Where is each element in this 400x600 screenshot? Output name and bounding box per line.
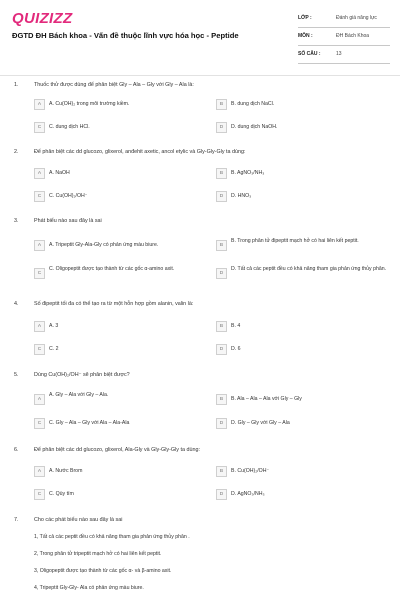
- meta-row-class: [298, 10, 390, 28]
- option-letter-box: D: [216, 489, 227, 500]
- option-letter-box: A: [34, 168, 45, 179]
- option-text: A. Gly – Ala với Gly – Ala.: [49, 392, 109, 398]
- statement: 1, Tất cả các peptit đều có khả năng tham gia phản ứng thủy phân .: [34, 534, 190, 540]
- question-text: Để phân biệt các dd glucozo, glixerol, Ala-Gly và Gly-Gly-Gly ta dùng:: [34, 447, 200, 453]
- worksheet-meta: [298, 10, 390, 64]
- statement: 4, Tripeptit Gly-Gly- Ala có phản ứng màu biure.: [34, 585, 144, 591]
- option-letter-box: A: [34, 394, 45, 405]
- statement: 3, Oligopeptit được tạo thành từ các gốc α- và β-amino axit.: [34, 568, 172, 574]
- option-letter-box: B: [216, 394, 227, 405]
- question-text: Dùng Cu(OH)₂/OH⁻ sẽ phân biệt được?: [34, 372, 130, 378]
- option-letter-box: A: [34, 466, 45, 477]
- meta-row-question-count: [298, 46, 390, 64]
- option-text: B. Cu(OH)₂/OH⁻: [231, 468, 270, 474]
- question-number: 6.: [14, 447, 19, 453]
- meta-label: MÔN :: [298, 33, 313, 39]
- question-text: Phát biểu nào sau đây là sai: [34, 218, 102, 224]
- meta-row-subject: [298, 28, 390, 46]
- option-letter-box: D: [216, 418, 227, 429]
- quizizz-logo: QUIZIZZ: [12, 10, 73, 27]
- question-number: 7.: [14, 517, 19, 523]
- option-text: D. dung dịch NaOH.: [231, 124, 278, 130]
- option-letter-box: B: [216, 321, 227, 332]
- question-number: 2.: [14, 149, 19, 155]
- option-letter-box: B: [216, 466, 227, 477]
- option-text: A. Cu(OH)₂ trong môi trường kiềm.: [49, 101, 130, 107]
- question-number: 5.: [14, 372, 19, 378]
- option-text: C. dung dịch HCl.: [49, 124, 90, 130]
- option-text: B. dung dịch NaCl.: [231, 101, 275, 107]
- statement: 2, Trong phân tử tripeptit mạch hở có hai liên kết peptit.: [34, 551, 162, 557]
- option-letter-box: D: [216, 268, 227, 279]
- worksheet-header: [0, 0, 400, 75]
- option-text: A. Nước Brom: [49, 468, 83, 474]
- option-text: C. Oligopeptit được tạo thành từ các gốc α-amino axit.: [49, 266, 175, 272]
- meta-label: SỐ CÂU :: [298, 51, 321, 57]
- option-text: D. AgNO₃/NH₃: [231, 491, 265, 497]
- option-text: A. NaOH: [49, 170, 70, 176]
- option-letter-box: B: [216, 168, 227, 179]
- option-letter-box: C: [34, 191, 45, 202]
- meta-value: ĐH Bách Khoa: [336, 33, 370, 39]
- question-number: 1.: [14, 82, 19, 88]
- header-divider: [0, 75, 400, 76]
- option-letter-box: B: [216, 240, 227, 251]
- option-letter-box: C: [34, 489, 45, 500]
- option-text: C. Cu(OH)₂/OH⁻: [49, 193, 88, 199]
- worksheet-title: ĐGTD ĐH Bách khoa - Vấn đề thuộc lĩnh vực hóa học - Peptide: [12, 31, 239, 40]
- question-number: 4.: [14, 301, 19, 307]
- question-text: Thuốc thử được dùng để phân biệt Gly – Ala – Gly với Gly – Ala là:: [34, 82, 194, 88]
- option-text: B. Ala – Ala – Ala với Gly – Gly: [231, 396, 302, 402]
- option-text: C. 2: [49, 346, 59, 352]
- meta-value: Đánh giá năng lực: [336, 15, 377, 21]
- option-text: A. 3: [49, 323, 59, 329]
- option-letter-box: D: [216, 344, 227, 355]
- option-text: D. Gly – Gly với Gly – Ala: [231, 420, 290, 426]
- meta-value: 13: [336, 51, 342, 57]
- option-text: A. Tripeptit Gly-Ala-Gly có phản ứng màu biure.: [49, 242, 159, 248]
- question-text: Cho các phát biểu nào sau đây là sai: [34, 517, 123, 523]
- option-letter-box: A: [34, 240, 45, 251]
- meta-label: LỚP :: [298, 15, 312, 21]
- option-text: D. Tất cả các peptit đều có khả năng tham gia phản ứng thủy phân.: [231, 266, 387, 272]
- option-letter-box: C: [34, 122, 45, 133]
- option-text: D. HNO₃: [231, 193, 252, 199]
- option-letter-box: A: [34, 99, 45, 110]
- option-letter-box: D: [216, 191, 227, 202]
- option-text: B. Trong phân tử đipeptit mạch hở có hai liên kết peptit.: [231, 238, 359, 244]
- option-letter-box: C: [34, 418, 45, 429]
- question-text: Để phân biệt các dd glucozo, glixerol, anđehit axetic, ancol etylic và Gly-Gly-Gly ta dùng:: [34, 149, 246, 155]
- option-letter-box: B: [216, 99, 227, 110]
- option-letter-box: C: [34, 268, 45, 279]
- option-text: C. Qùy tím: [49, 491, 74, 497]
- option-letter-box: A: [34, 321, 45, 332]
- option-text: D. 6: [231, 346, 241, 352]
- option-letter-box: D: [216, 122, 227, 133]
- question-text: Số đipeptit tối đa có thể tạo ra từ một hỗn hợp gồm alanin, valin là:: [34, 301, 194, 307]
- option-text: B. AgNO₃/NH₃: [231, 170, 265, 176]
- option-text: B. 4: [231, 323, 241, 329]
- question-number: 3.: [14, 218, 19, 224]
- option-letter-box: C: [34, 344, 45, 355]
- option-text: C. Gly – Ala – Gly với Ala – Ala-Ala: [49, 420, 130, 426]
